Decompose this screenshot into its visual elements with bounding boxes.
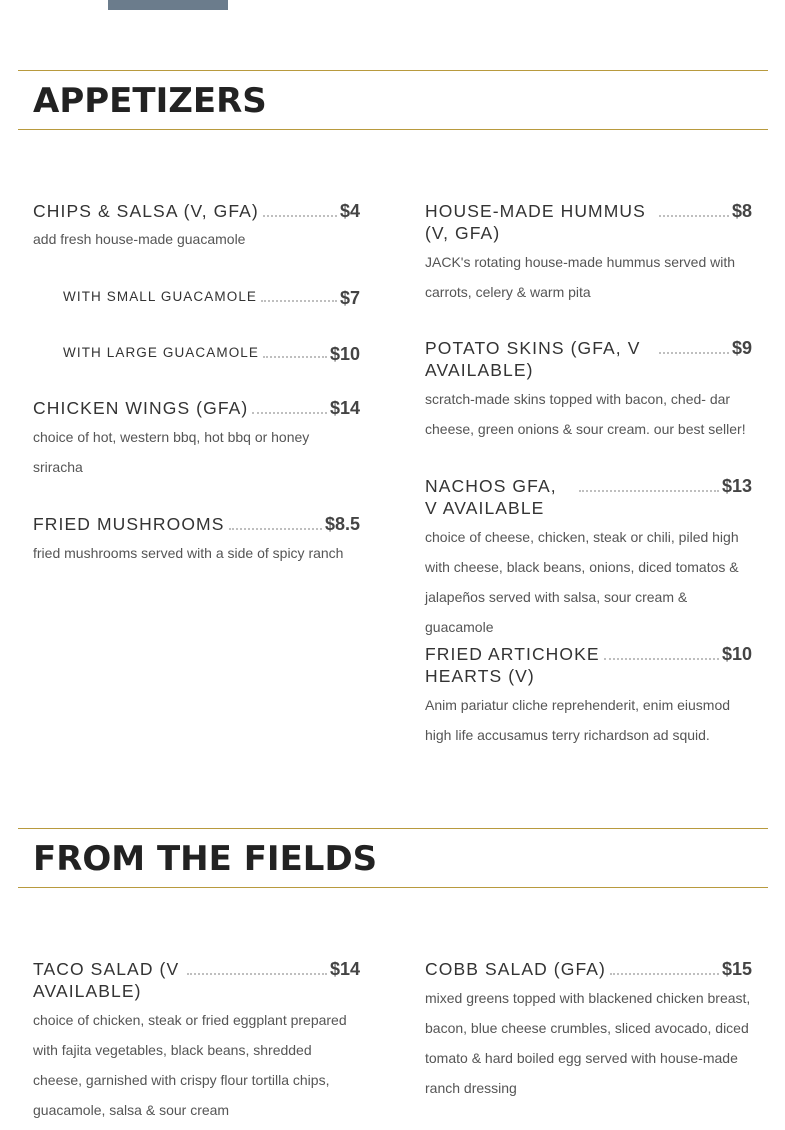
- menu-item-nachos: [425, 475, 752, 642]
- item-price: $10: [721, 644, 752, 664]
- menu-item-taco-salad: [33, 958, 360, 1125]
- leader-dots: [604, 643, 719, 660]
- menu-item-chips-salsa: [33, 200, 360, 249]
- item-name: HOUSE-MADE HUMMUS (V, GFA): [425, 201, 646, 243]
- item-price: $13: [721, 476, 752, 496]
- leader-dots: [659, 200, 729, 217]
- subitem-price: $7: [339, 288, 360, 308]
- item-name: FRIED MUSHROOMS: [33, 514, 225, 534]
- leader-dots: [263, 200, 337, 217]
- leader-dots: [229, 513, 322, 530]
- item-description: scratch-made skins topped with bacon, ched- dar cheese, green onions & sour cream. our best seller!: [425, 391, 746, 437]
- item-description: JACK's rotating house-made hummus served with carrots, celery & warm pita: [425, 254, 736, 300]
- section-header-from-the-fields: [18, 828, 768, 888]
- section-title: APPETIZERS: [33, 81, 267, 121]
- item-price: $4: [339, 201, 360, 221]
- item-description: add fresh house-made guacamole: [33, 231, 246, 247]
- item-price: $8.5: [324, 514, 360, 534]
- item-description: choice of cheese, chicken, steak or chili, piled high with cheese, black beans, onions, diced tomatos & jalapeños served with salsa, sour cream & guacamole: [425, 529, 739, 635]
- leader-dots: [252, 397, 327, 414]
- menu-item-cobb-salad: [425, 958, 752, 1103]
- item-price: $8: [731, 201, 752, 221]
- item-name: COBB SALAD (GFA): [425, 959, 606, 979]
- item-description: choice of chicken, steak or fried eggplant prepared with fajita vegetables, black beans, shredded cheese, garnished with crispy flour tortilla chips, guacamole, salsa & sour cream: [33, 1012, 347, 1118]
- item-price: $15: [721, 959, 752, 979]
- subitem-name: WITH LARGE GUACAMOLE: [63, 345, 260, 360]
- menu-item-hummus: [425, 200, 752, 307]
- subitem-price: $10: [329, 344, 360, 364]
- item-name: CHICKEN WINGS (GFA): [33, 398, 249, 418]
- leader-dots: [261, 287, 337, 302]
- item-description: Anim pariatur cliche reprehenderit, enim eiusmod high life accusamus terry richardson ad squid.: [425, 697, 731, 743]
- top-accent-bar: [108, 0, 228, 10]
- item-price: $9: [731, 338, 752, 358]
- leader-dots: [579, 475, 719, 492]
- subitem-name: WITH SMALL GUACAMOLE: [63, 289, 258, 304]
- leader-dots: [187, 958, 327, 975]
- item-description: choice of hot, western bbq, hot bbq or honey sriracha: [33, 429, 310, 475]
- item-price: $14: [329, 398, 360, 418]
- item-name: NACHOS GFA, V AVAILABLE: [425, 476, 557, 518]
- menu-item-fried-artichoke: [425, 643, 752, 750]
- section-header-appetizers: [18, 70, 768, 130]
- menu-subitem-small-guac: [63, 287, 360, 309]
- item-name: TACO SALAD (V AVAILABLE): [33, 959, 180, 1001]
- item-description: mixed greens topped with blackened chicken breast, bacon, blue cheese crumbles, sliced avocado, diced tomato & hard boiled egg served with house-made ranch dressing: [425, 990, 751, 1096]
- item-name: FRIED ARTICHOKE HEARTS (V): [425, 644, 600, 686]
- item-price: $14: [329, 959, 360, 979]
- item-name: CHIPS & SALSA (V, GFA): [33, 201, 259, 221]
- leader-dots: [659, 337, 729, 354]
- menu-item-fried-mushrooms: [33, 513, 360, 563]
- item-name: POTATO SKINS (GFA, V AVAILABLE): [425, 338, 641, 380]
- item-description: fried mushrooms served with a side of spicy ranch: [33, 545, 344, 561]
- leader-dots: [263, 343, 327, 358]
- menu-subitem-large-guac: [63, 343, 360, 365]
- section-title: FROM THE FIELDS: [33, 839, 378, 879]
- leader-dots: [610, 958, 719, 975]
- menu-item-potato-skins: [425, 337, 752, 444]
- menu-item-chicken-wings: [33, 397, 360, 482]
